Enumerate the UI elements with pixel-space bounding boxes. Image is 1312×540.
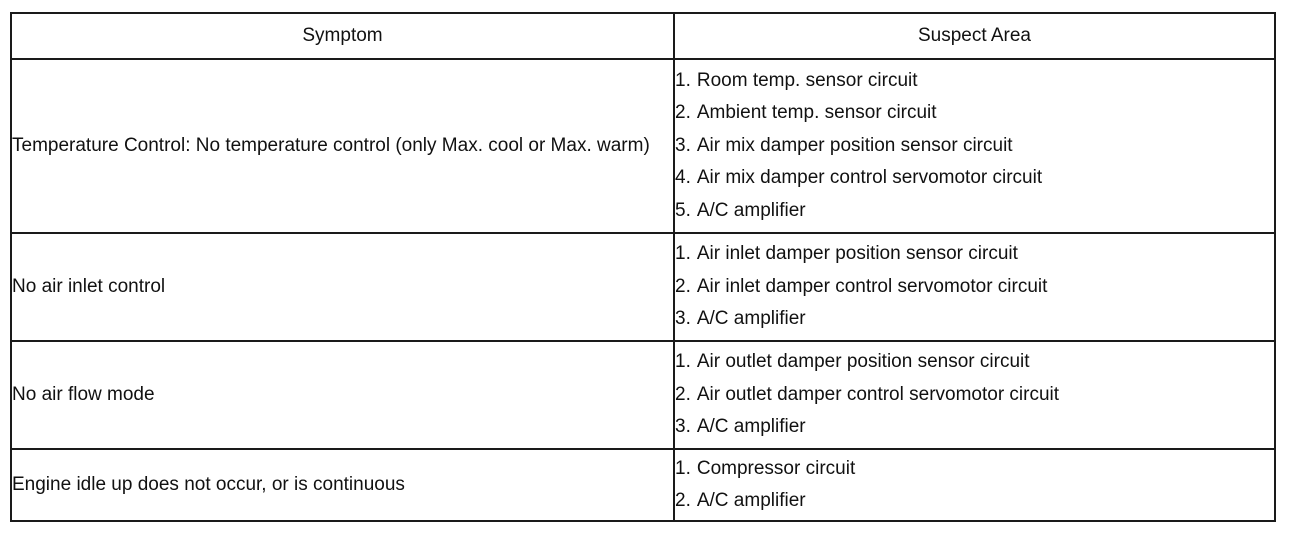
item-text: Air mix damper position sensor circuit <box>696 134 1013 156</box>
item-number: 2. <box>675 275 691 297</box>
item-number: 2. <box>675 490 691 511</box>
item-number: 1. <box>675 457 691 479</box>
item-number: 1. <box>675 243 691 265</box>
item-number: 2. <box>675 383 691 405</box>
item-number: 3. <box>675 308 691 330</box>
item-number: 5. <box>675 199 691 221</box>
list-item <box>675 271 1274 304</box>
header-row <box>11 13 1275 59</box>
item-text: A/C amplifier <box>696 490 806 511</box>
suspect-area-cell <box>674 449 1275 521</box>
list-item <box>675 162 1274 195</box>
symptom-cell: No air flow mode <box>11 341 674 449</box>
list-item <box>675 97 1274 130</box>
table-row <box>11 233 1275 341</box>
item-text: Air mix damper control servomotor circuit <box>696 167 1043 189</box>
symptom-cell: Engine idle up does not occur, or is continuous <box>11 449 674 521</box>
item-number: 3. <box>675 134 691 156</box>
suspect-area-list <box>675 238 1274 336</box>
suspect-area-column-header: Suspect Area <box>674 13 1275 59</box>
list-item <box>675 238 1274 271</box>
table-row <box>11 59 1275 233</box>
list-item <box>675 303 1274 336</box>
suspect-area-cell <box>674 59 1275 233</box>
list-item <box>675 65 1274 98</box>
symptom-table <box>10 12 1276 522</box>
suspect-area-list <box>675 453 1274 518</box>
list-item <box>675 411 1274 444</box>
item-number: 1. <box>675 69 691 91</box>
symptom-column-header: Symptom <box>11 13 674 59</box>
item-number: 1. <box>675 351 691 373</box>
item-number: 3. <box>675 416 691 438</box>
item-text: Air inlet damper position sensor circuit <box>696 243 1018 265</box>
suspect-area-list <box>675 65 1274 228</box>
item-text: Compressor circuit <box>696 457 856 479</box>
item-number: 4. <box>675 167 691 189</box>
item-text: Air outlet damper control servomotor circuit <box>696 383 1060 405</box>
item-text: Air inlet damper control servomotor circuit <box>696 275 1048 297</box>
list-item <box>675 195 1274 228</box>
item-text: Ambient temp. sensor circuit <box>696 102 937 124</box>
symptom-cell: Temperature Control: No temperature control (only Max. cool or Max. warm) <box>11 59 674 233</box>
item-text: A/C amplifier <box>696 308 806 330</box>
list-item <box>675 453 1274 486</box>
troubleshooting-sheet <box>10 12 1274 522</box>
list-item <box>675 485 1274 518</box>
table-row <box>11 449 1275 521</box>
item-text: A/C amplifier <box>696 199 806 221</box>
list-item <box>675 346 1274 379</box>
suspect-area-cell <box>674 341 1275 449</box>
item-text: Air outlet damper position sensor circuit <box>696 351 1030 373</box>
symptom-cell: No air inlet control <box>11 233 674 341</box>
list-item <box>675 379 1274 412</box>
item-text: Room temp. sensor circuit <box>696 69 918 91</box>
suspect-area-cell <box>674 233 1275 341</box>
list-item <box>675 130 1274 163</box>
suspect-area-list <box>675 346 1274 444</box>
item-number: 2. <box>675 102 691 124</box>
table-row <box>11 341 1275 449</box>
item-text: A/C amplifier <box>696 416 806 438</box>
